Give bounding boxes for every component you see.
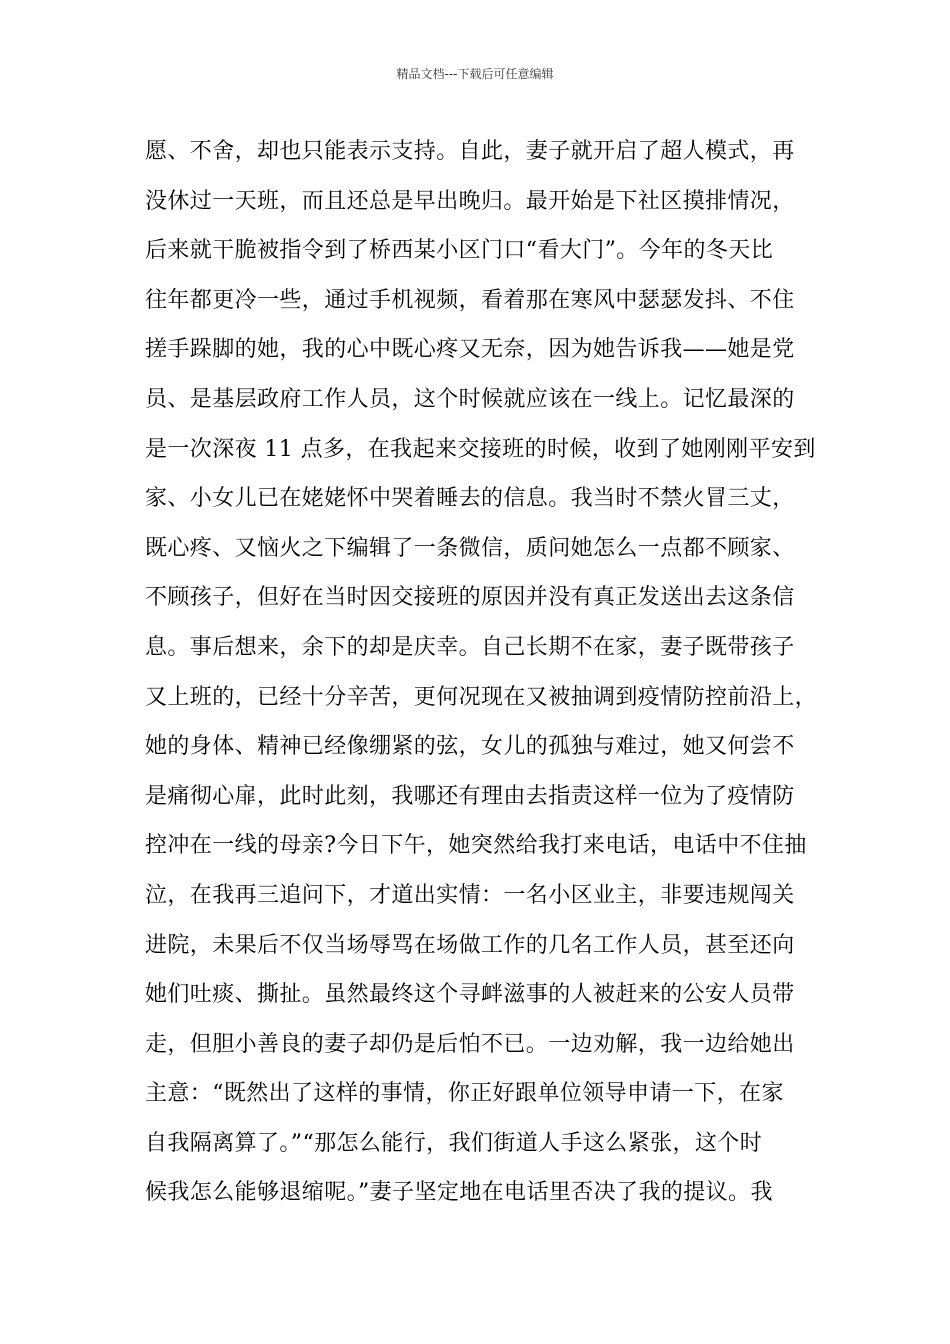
document-body [145, 127, 845, 1218]
page-header: 精品文档---下载后可任意编辑 [396, 67, 554, 81]
text-line: 既心疼、又恼火之下编辑了一条微信，质问她怎么一点都不顾家、 [145, 535, 795, 561]
text-line: 家、小女儿已在姥姥怀中哭着睡去的信息。我当时不禁火冒三丈， [145, 486, 795, 512]
text-line: 员、是基层政府工作人员，这个时候就应该在一线上。记忆最深的 [145, 386, 795, 412]
text-line: 控冲在一线的母亲?今日下午，她突然给我打来电话，电话中不住抽 [145, 833, 807, 859]
text-line: 没休过一天班，而且还总是早出晚归。最开始是下社区摸排情况， [145, 188, 795, 214]
text-line: 走，但胆小善良的妻子却仍是后怕不已。一边劝解，我一边给她出 [145, 1031, 795, 1057]
text-line: 不顾孩子，但好在当时因交接班的原因并没有真正发送出去这条信 [145, 585, 795, 611]
text-line: 泣，在我再三追问下，才道出实情：一名小区业主，非要违规闯关 [145, 882, 795, 908]
text-line: 主意：“既然出了这样的事情，你正好跟单位领导申请一下，在家 [145, 1081, 784, 1107]
text-line: 进院，未果后不仅当场辱骂在场做工作的几名工作人员，甚至还向 [145, 932, 795, 958]
text-line: 她们吐痰、撕扯。虽然最终这个寻衅滋事的人被赶来的公安人员带 [145, 982, 795, 1008]
text-line: 又上班的，已经十分辛苦，更何况现在又被抽调到疫情防控前沿上， [145, 684, 818, 710]
text-line: 搓手跺脚的她，我的心中既心疼又无奈，因为她告诉我——她是党 [145, 337, 795, 363]
text-line: 是痛彻心扉，此时此刻，我哪还有理由去指责这样一位为了疫情防 [145, 783, 795, 809]
text-line: 愿、不舍，却也只能表示支持。自此，妻子就开启了超人模式，再 [145, 139, 795, 164]
text-line: 息。事后想来，余下的却是庆幸。自己长期不在家，妻子既带孩子 [145, 634, 795, 660]
text-line: 后来就干脆被指令到了桥西某小区门口“看大门”。今年的冬天比 [145, 238, 774, 264]
text-line: 她的身体、精神已经像绷紧的弦，女儿的孤独与难过，她又何尝不 [145, 734, 795, 760]
text-line: 候我怎么能够退缩呢。”妻子坚定地在电话里否决了我的提议。我 [145, 1180, 773, 1206]
text-line: 自我隔离算了。”“那怎么能行，我们街道人手这么紧张，这个时 [145, 1130, 763, 1156]
text-line: 往年都更冷一些，通过手机视频，看着那在寒风中瑟瑟发抖、不住 [145, 287, 795, 313]
text-line: 是一次深夜 11 点多，在我起来交接班的时候，收到了她刚刚平安到 [145, 436, 816, 462]
